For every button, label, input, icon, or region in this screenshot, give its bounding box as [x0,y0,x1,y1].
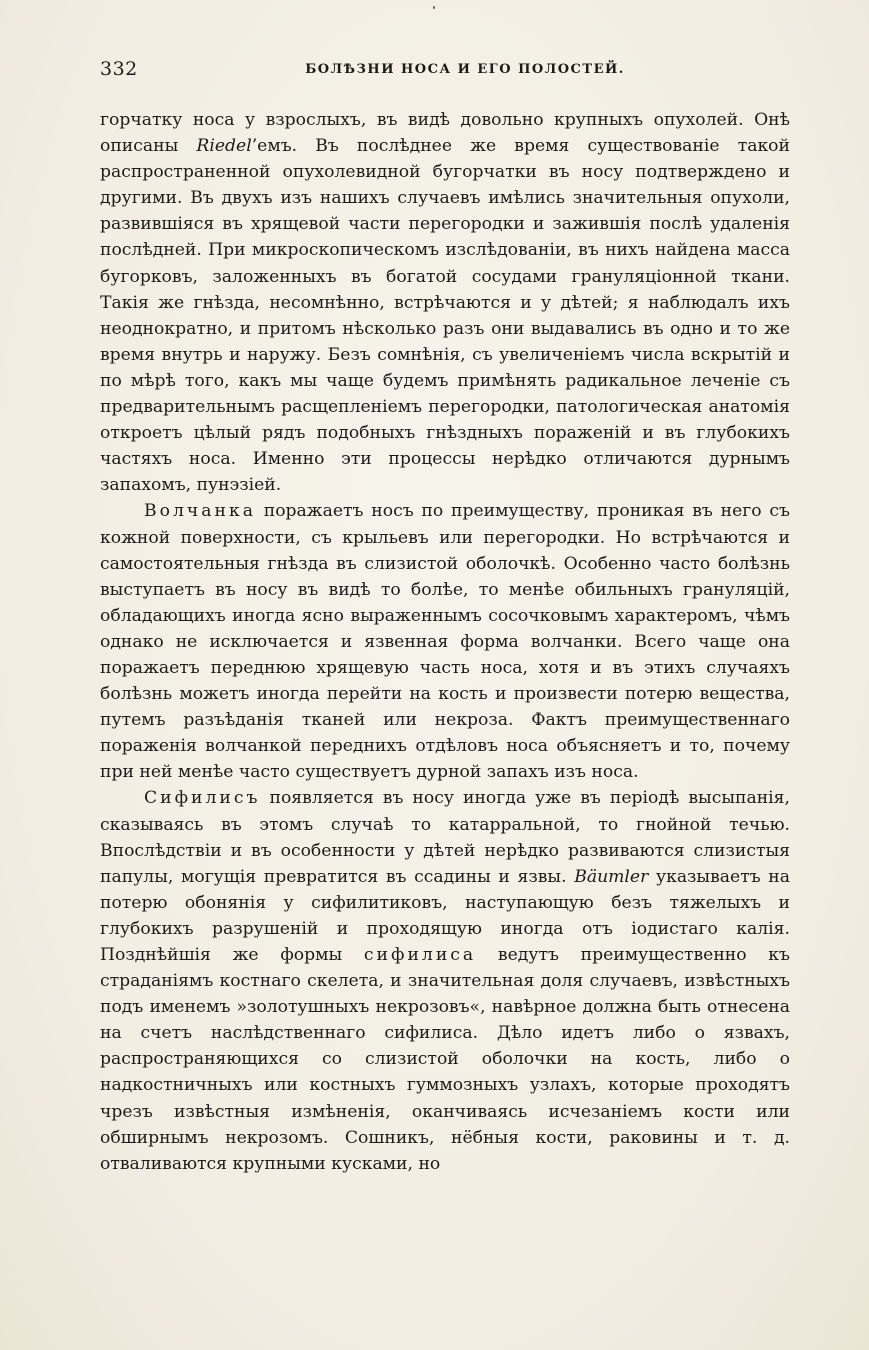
paragraph-text: ’емъ. Въ послѣднее же время существованіе такой распространенной опухолевидной бугорчатки въ носу подтверждено и другими. Въ двухъ изъ нашихъ случаевъ имѣлись значительныя опухоли, развившіяся въ хрящевой части перегородки и зажившія послѣ удаленія послѣдней. При микроскопическомъ изслѣдованіи, въ нихъ найдена масса бугорковъ, заложенныхъ въ богатой сосудами грануляціонной ткани. Такія же гнѣзда, несомнѣнно, встрѣчаются и у дѣтей; я наблюдалъ ихъ неоднократно, и притомъ нѣсколько разъ они выдавались въ одно и то же время внутрь и наружу. Безъ сомнѣнія, съ увеличеніемъ числа вскрытій и по мѣрѣ того, какъ мы чаще будемъ примѣнять радикальное леченіе съ предварительнымъ расщепленіемъ перегородки, патологическая анатомія откроетъ цѣлый рядъ подобныхъ гнѣздныхъ пораженій и въ глубокихъ частяхъ носа. Именно эти процессы нерѣдко отличаются дурнымъ запахомъ, пунэзіей. [100,136,790,496]
page-header [100,58,790,82]
paragraph [100,498,790,785]
running-title: БОЛѢЗНИ НОСА И ЕГО ПОЛОСТЕЙ. [305,62,625,77]
paragraph-text: указываетъ на потерю обонянія у сифилитиковъ, наступающую безъ тяжелыхъ и глубокихъ разрушеній и проходящую иногда отъ іодистаго калія. Позднѣйшія же формы [100,866,790,965]
paragraph-text: появляется въ носу иногда уже въ періодѣ высыпанія, сказываясь въ этомъ случаѣ то катарральной, то гнойной течью. Впослѣдствіи и въ особенности у дѣтей нерѣдко развиваются слизистыя папулы, могущія превратится въ ссадины и язвы. [100,788,790,887]
paragraph [100,107,790,498]
paragraph-text: поражаетъ носъ по преимуществу, проникая въ него съ кожной поверхности, съ крыльевъ или перегородки. Но встрѣчаются и самостоятельныя гнѣзда въ слизистой оболочкѣ. Особенно часто болѣзнь выступаетъ въ носу въ видѣ то болѣе, то менѣе обильныхъ грануляцій, обладающихъ иногда ясно выраженнымъ сосочковымъ характеромъ, чѣмъ однако не исключается и язвенная форма волчанки. Всего чаще она поражаетъ переднюю хрящевую часть носа, хотя и въ этихъ случаяхъ болѣзнь можетъ иногда перейти на кость и произвести потерю вещества, путемъ разъѣданія тканей или некроза. Фактъ преимущественнаго пораженія волчанкой переднихъ отдѣловъ носа объясняетъ и то, почему при ней менѣе часто существуетъ дурной запахъ изъ носа. [100,501,790,783]
italic-name: Riedel [196,136,252,157]
spaced-term: Волчанка [144,501,256,522]
page-number: 332 [100,58,138,80]
paragraph-text: ведутъ преимущественно къ страданіямъ костнаго скелета, и значительная доля случаевъ, извѣстныхъ подъ именемъ »золотушныхъ некрозовъ«, навѣрное должна быть отнесена на счетъ наслѣдственнаго сифилиса. Дѣло идетъ либо о язвахъ, распространяющихся со слизистой оболочки на кость, либо о надкостничныхъ или костныхъ гуммозныхъ узлахъ, которые проходятъ чрезъ извѣстныя измѣненія, оканчиваясь исчезаніемъ кости или обширнымъ некрозомъ. Сошникъ, нёбныя кости, раковины и т. д. отваливаются крупными кусками, но [100,945,790,1174]
paragraph-text: горчатку носа у взрослыхъ, въ видѣ довольно крупныхъ опухолей. Онѣ описаны [100,110,790,157]
print-speck [433,6,435,9]
paragraph [100,785,790,1176]
italic-name: Bäumler [574,866,649,887]
body-text [100,107,790,1177]
spaced-term: Сифилисъ [144,788,261,809]
spaced-term: сифилиса [363,945,477,965]
